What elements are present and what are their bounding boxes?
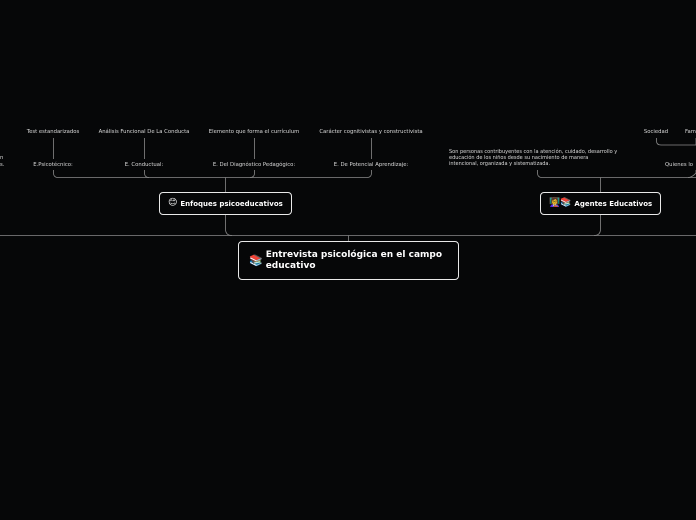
child-conductual[interactable]: E. Conductual: [124,162,164,168]
note-analisis[interactable]: Análisis Funcional De La Conducta [98,129,190,135]
enfoques-bracket [54,170,372,178]
child-diagnostico[interactable]: E. Del Diagnóstico Pedagógico: [212,162,296,168]
enfoques-label: Enfoques psicoeducativos [180,199,283,208]
root-node[interactable] [238,241,459,280]
books-icon: 📚 [249,254,263,267]
teacher-books-icon: 👩‍🏫📚 [549,198,572,208]
agentes-connector [594,215,601,236]
enfoques-node[interactable] [159,192,292,215]
agentes-bracket [538,170,696,178]
note-test[interactable]: Test estandarizados [26,129,80,135]
sociedad-label[interactable]: Sociedad [643,129,669,135]
root-label: Entrevista psicológica en el campo educativo [265,249,443,271]
agentes-node[interactable] [540,192,661,215]
agentes-description[interactable]: Son personas contribuyentes con la atención, cuidado, desarrollo y educación de los niños desde su nacimiento de manera intencional, organizada y sistematizada. [449,149,618,167]
left-cut-2: s. [0,162,5,168]
familia-label[interactable]: Fam [685,129,696,135]
agentes-label: Agentes Educativos [574,199,653,208]
note-curriculum[interactable]: Elemento que forma el currículum [208,129,300,135]
quienes-label[interactable]: Quienes lo [665,162,694,168]
left-cut-1: n [0,155,4,161]
smiley-icon: 😊 [168,198,178,208]
enfoques-connector [226,215,233,236]
child-psicotecnico[interactable]: E.Psicotécnico: [33,162,73,168]
child-potencial[interactable]: E. De Potencial Aprendizaje: [333,162,409,168]
note-caracter[interactable]: Carácter cognitivistas y constructivista [319,129,423,135]
